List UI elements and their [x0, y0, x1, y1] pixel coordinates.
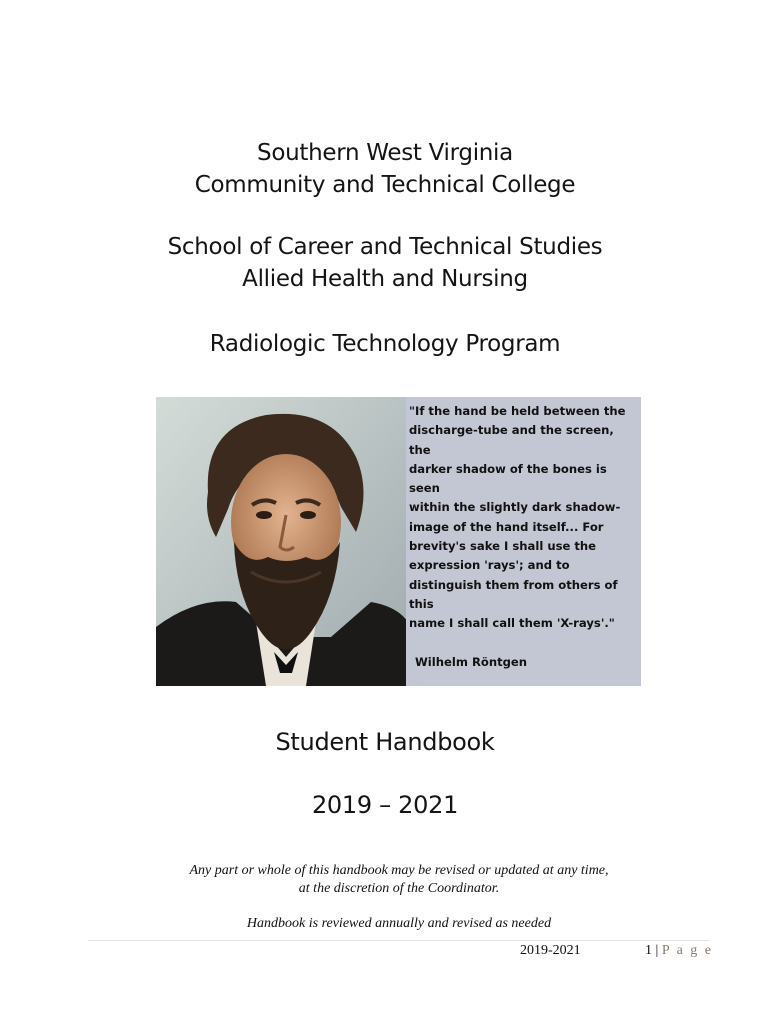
quote-line: within the slightly dark shadow- — [409, 500, 621, 515]
handbook-title-text: Student Handbook — [275, 728, 495, 756]
handbook-title — [0, 726, 770, 758]
quote-line: darker shadow of the bones is seen — [409, 461, 607, 496]
quote-line: discharge-tube and the screen, the — [409, 423, 614, 457]
footer-divider — [88, 940, 710, 941]
footer-years: 2019-2021 — [520, 943, 581, 958]
portrait-of-bearded-man-icon — [156, 397, 411, 686]
revision-note-line2: at the discretion of the Coordinator. — [298, 881, 500, 896]
college-name-line1: Southern West Virginia — [257, 140, 513, 166]
quote-line: brevity's sake I shall use the — [409, 539, 597, 554]
quote-panel — [406, 397, 641, 686]
page-word: P a g e — [661, 943, 714, 958]
portrait-image — [156, 397, 411, 686]
handbook-years — [0, 789, 770, 821]
quote-line: name I shall call them 'X-rays'." — [409, 616, 615, 631]
roentgen-figure — [156, 397, 641, 686]
program-title-text: Radiologic Technology Program — [209, 331, 561, 357]
quote-author: Wilhelm Röntgen — [415, 654, 528, 669]
revision-note — [0, 862, 770, 898]
review-note-text: Handbook is reviewed annually and revised as needed — [246, 916, 552, 931]
quote-line: "If the hand be held between the — [409, 404, 626, 418]
page-number: 1 — [645, 943, 652, 958]
school-name-line2: Allied Health and Nursing — [242, 266, 528, 292]
revision-note-line1: Any part or whole of this handbook may be revised or updated at any time, — [189, 863, 609, 878]
college-name-line2: Community and Technical College — [194, 172, 576, 198]
handbook-years-text: 2019 – 2021 — [311, 791, 459, 819]
school-name-line1: School of Career and Technical Studies — [167, 234, 603, 260]
quote-line: image of the hand itself... For — [409, 519, 604, 534]
footer-page-indicator — [645, 943, 713, 959]
quote-line: expression 'rays'; and to — [409, 558, 570, 573]
page-separator: | — [652, 943, 662, 958]
quote-line: distinguish them from others of this — [409, 577, 618, 611]
college-name — [0, 137, 770, 201]
program-title — [0, 328, 770, 360]
review-note — [0, 915, 770, 933]
school-name — [0, 231, 770, 295]
